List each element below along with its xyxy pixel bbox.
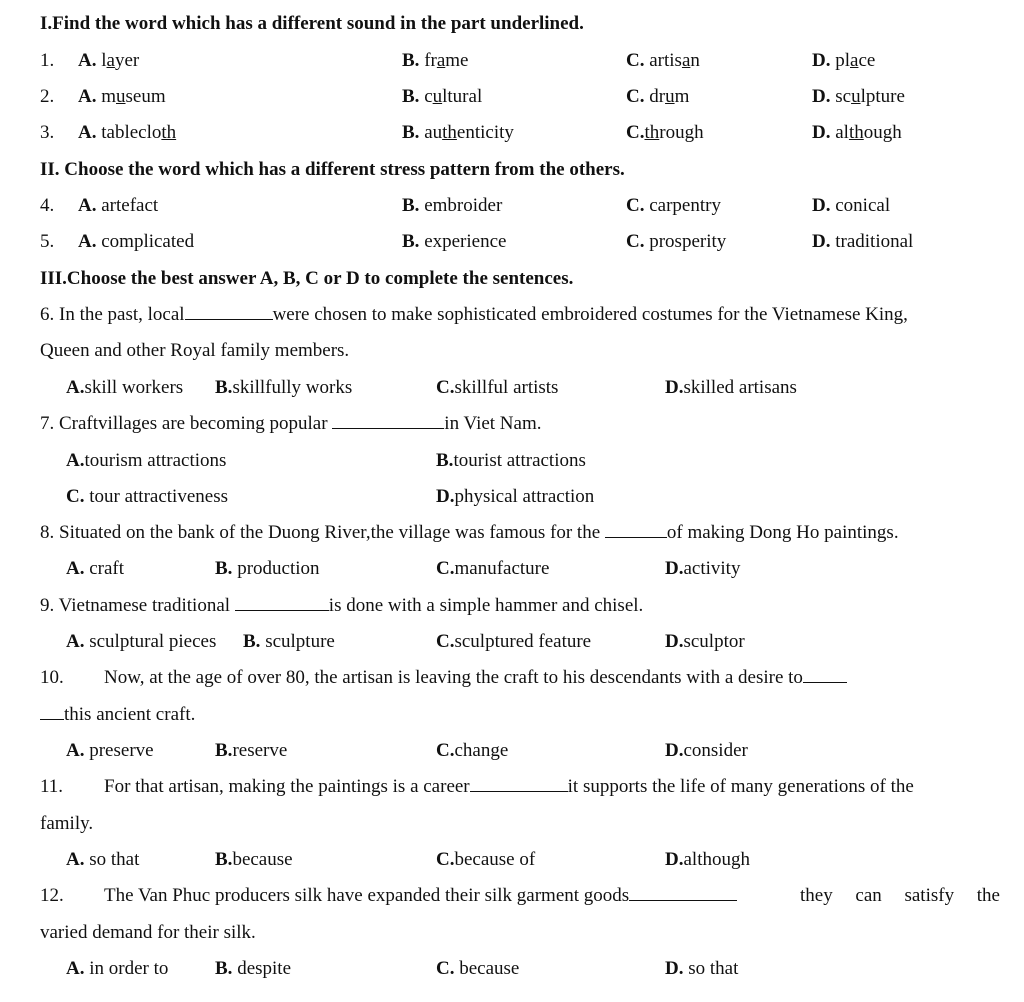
question-12-stem-line2: varied demand for their silk. xyxy=(40,922,256,943)
question-8-stem: 8. Situated on the bank of the Duong River,the village was famous for the of making Dong Ho paintings. xyxy=(40,522,899,543)
section-heading-2: II. Choose the word which has a different stress pattern from the others. xyxy=(40,159,625,180)
option-a: A. museum xyxy=(78,86,166,107)
answer-blank xyxy=(605,523,667,538)
question-9-stem: 9. Vietnamese traditional is done with a simple hammer and chisel. xyxy=(40,595,644,616)
option-b: B. cultural xyxy=(402,86,483,107)
option-d: D.physical attraction xyxy=(436,486,595,507)
option-d: D.consider xyxy=(665,740,748,761)
option-c: C. drum xyxy=(626,86,690,107)
option-b: B. production xyxy=(215,558,320,579)
question-12-stem-tail: they can satisfy the xyxy=(800,885,1000,906)
question-11-stem-line2: family. xyxy=(40,813,94,834)
option-a: A. sculptural pieces xyxy=(66,631,217,652)
question-12-stem: The Van Phuc producers silk have expanded their silk garment goods xyxy=(104,885,737,907)
answer-blank xyxy=(332,414,444,429)
option-a: A. in order to xyxy=(66,958,169,979)
question-number: 4. xyxy=(40,195,55,216)
option-a: A. tablecloth xyxy=(78,122,177,143)
question-number: 11. xyxy=(40,776,64,797)
option-c: C. tour attractiveness xyxy=(66,486,228,507)
question-number: 10. xyxy=(40,667,64,688)
option-c: C. carpentry xyxy=(626,195,721,216)
question-11-stem: For that artisan, making the paintings is a career it supports the life of many generations of the xyxy=(104,776,914,797)
option-d: D.although xyxy=(665,849,750,870)
answer-blank xyxy=(40,705,64,720)
question-number: 12. xyxy=(40,885,64,906)
answer-blank xyxy=(629,886,737,901)
question-10-stem: Now, at the age of over 80, the artisan is leaving the craft to his descendants with a desire to xyxy=(104,667,847,689)
option-d: D. place xyxy=(812,50,876,71)
option-c: C. because xyxy=(436,958,520,979)
question-number: 5. xyxy=(40,231,55,252)
option-c: C.manufacture xyxy=(436,558,550,579)
question-10-stem-line2: this ancient craft. xyxy=(40,704,195,726)
option-d: D. traditional xyxy=(812,231,914,252)
question-7-stem: 7. Craftvillages are becoming popular in Viet Nam. xyxy=(40,413,542,434)
option-a: A. so that xyxy=(66,849,140,870)
option-c: C. artisan xyxy=(626,50,700,71)
option-c: C.skillful artists xyxy=(436,377,559,398)
option-c: C.sculptured feature xyxy=(436,631,592,652)
option-a: A.skill workers xyxy=(66,377,184,398)
question-number: 3. xyxy=(40,122,55,143)
answer-blank xyxy=(185,305,273,320)
option-d: D. conical xyxy=(812,195,891,216)
option-b: B. sculpture xyxy=(243,631,335,652)
section-heading-3: III.Choose the best answer A, B, C or D to complete the sentences. xyxy=(40,268,574,289)
option-c: C. prosperity xyxy=(626,231,727,252)
option-a: A. craft xyxy=(66,558,125,579)
option-b: B. embroider xyxy=(402,195,503,216)
option-b: B.because xyxy=(215,849,293,870)
question-number: 2. xyxy=(40,86,55,107)
option-d: D.skilled artisans xyxy=(665,377,797,398)
option-d: D.activity xyxy=(665,558,741,579)
answer-blank xyxy=(235,596,329,611)
option-b: B. experience xyxy=(402,231,507,252)
option-b: B.tourist attractions xyxy=(436,450,586,471)
answer-blank xyxy=(803,668,847,683)
option-a: A. artefact xyxy=(78,195,159,216)
option-a: A. complicated xyxy=(78,231,195,252)
option-a: A. layer xyxy=(78,50,140,71)
question-6-stem-line2: Queen and other Royal family members. xyxy=(40,340,350,361)
option-d: D. although xyxy=(812,122,902,143)
option-b: B. frame xyxy=(402,50,469,71)
option-d: D. so that xyxy=(665,958,739,979)
answer-blank xyxy=(470,777,568,792)
option-b: B. authenticity xyxy=(402,122,514,143)
section-heading-1: I.Find the word which has a different sound in the part underlined. xyxy=(40,13,584,34)
option-c: C.change xyxy=(436,740,509,761)
option-d: D. sculpture xyxy=(812,86,905,107)
question-number: 1. xyxy=(40,50,55,71)
option-a: A. preserve xyxy=(66,740,154,761)
option-c: C.because of xyxy=(436,849,536,870)
option-c: C.through xyxy=(626,122,704,143)
option-b: B.skillfully works xyxy=(215,377,353,398)
option-a: A.tourism attractions xyxy=(66,450,227,471)
option-b: B. despite xyxy=(215,958,292,979)
question-6-stem: 6. In the past, local were chosen to make sophisticated embroidered costumes for the Vietnamese King, xyxy=(40,304,908,325)
option-d: D.sculptor xyxy=(665,631,745,652)
option-b: B.reserve xyxy=(215,740,288,761)
